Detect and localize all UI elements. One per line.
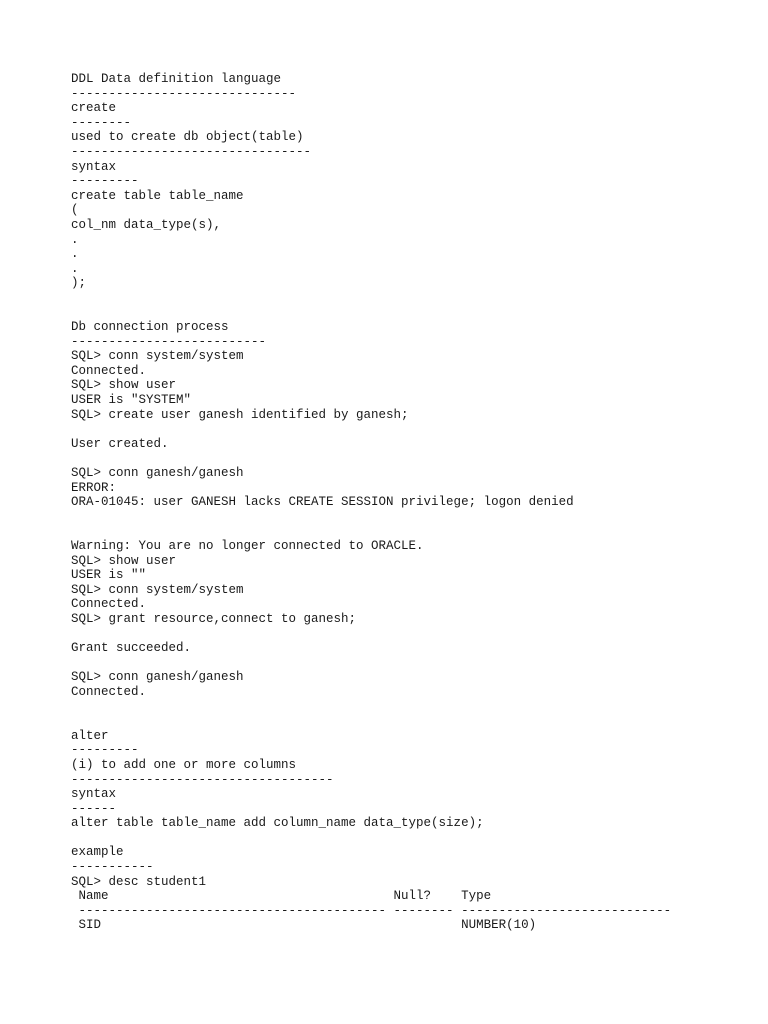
text-line: SQL> conn system/system: [71, 349, 244, 364]
text-line: [71, 510, 761, 525]
text-line: col_nm data_type(s),: [71, 217, 222, 232]
text-line: );: [71, 276, 87, 291]
text-line: alter: [71, 728, 109, 743]
text-line: SQL> show user: [71, 553, 177, 568]
text-line: USER is "": [71, 568, 147, 583]
text-line: -----------------------------------: [71, 772, 334, 787]
text-line: SQL> conn system/system: [71, 582, 244, 597]
text-line: Db connection process: [71, 320, 229, 335]
text-line: SQL> grant resource,connect to ganesh;: [71, 611, 357, 626]
text-line: --------: [71, 115, 132, 130]
text-line: Grant succeeded.: [71, 641, 192, 656]
text-line: User created.: [71, 436, 169, 451]
text-line: ----------------------------------------- -------- ----------------------------: [71, 903, 672, 918]
text-line: SID NUMBER(10): [71, 918, 537, 933]
text-line: [71, 422, 761, 437]
text-line: [71, 627, 761, 642]
text-line: ---------: [71, 174, 139, 189]
text-line: [71, 291, 761, 306]
text-line: -----------: [71, 860, 154, 875]
text-line: [71, 306, 761, 321]
text-line: ERROR:: [71, 480, 117, 495]
text-line: .: [71, 247, 79, 262]
text-line: (: [71, 203, 79, 218]
text-line: SQL> create user ganesh identified by ganesh;: [71, 407, 409, 422]
text-line: SQL> desc student1: [71, 874, 207, 889]
text-line: --------------------------: [71, 334, 267, 349]
text-line: USER is "SYSTEM": [71, 393, 192, 408]
text-line: ---------: [71, 743, 139, 758]
text-line: Name Null? Type: [71, 889, 492, 904]
text-line: create table table_name: [71, 188, 244, 203]
text-line: ORA-01045: user GANESH lacks CREATE SESSION privilege; logon denied: [71, 495, 574, 510]
text-line: Connected.: [71, 597, 147, 612]
text-line: SQL> conn ganesh/ganesh: [71, 670, 244, 685]
text-line: .: [71, 232, 79, 247]
text-line: example: [71, 845, 124, 860]
text-line: syntax: [71, 787, 117, 802]
text-line: used to create db object(table): [71, 130, 304, 145]
text-line: SQL> conn ganesh/ganesh: [71, 466, 244, 481]
document-page: [71, 72, 761, 933]
text-line: Warning: You are no longer connected to ORACLE.: [71, 539, 424, 553]
text-line: Connected.: [71, 684, 147, 699]
text-line: DDL Data definition language: [71, 72, 282, 86]
text-line: [71, 700, 761, 715]
text-line: Connected.: [71, 363, 147, 378]
text-line: syntax: [71, 159, 117, 174]
text-line: ------: [71, 801, 117, 816]
text-line: alter table table_name add column_name data_type(size);: [71, 816, 484, 831]
text-line: ------------------------------: [71, 86, 297, 101]
text-line: create: [71, 101, 117, 116]
text-line: SQL> show user: [71, 378, 177, 393]
text-line: [71, 714, 761, 729]
text-line: [71, 831, 761, 846]
text-line: [71, 656, 761, 671]
text-line: --------------------------------: [71, 144, 312, 159]
text-line: .: [71, 261, 79, 276]
text-line: [71, 524, 761, 539]
text-line: [71, 451, 761, 466]
text-line: (i) to add one or more columns: [71, 757, 297, 772]
